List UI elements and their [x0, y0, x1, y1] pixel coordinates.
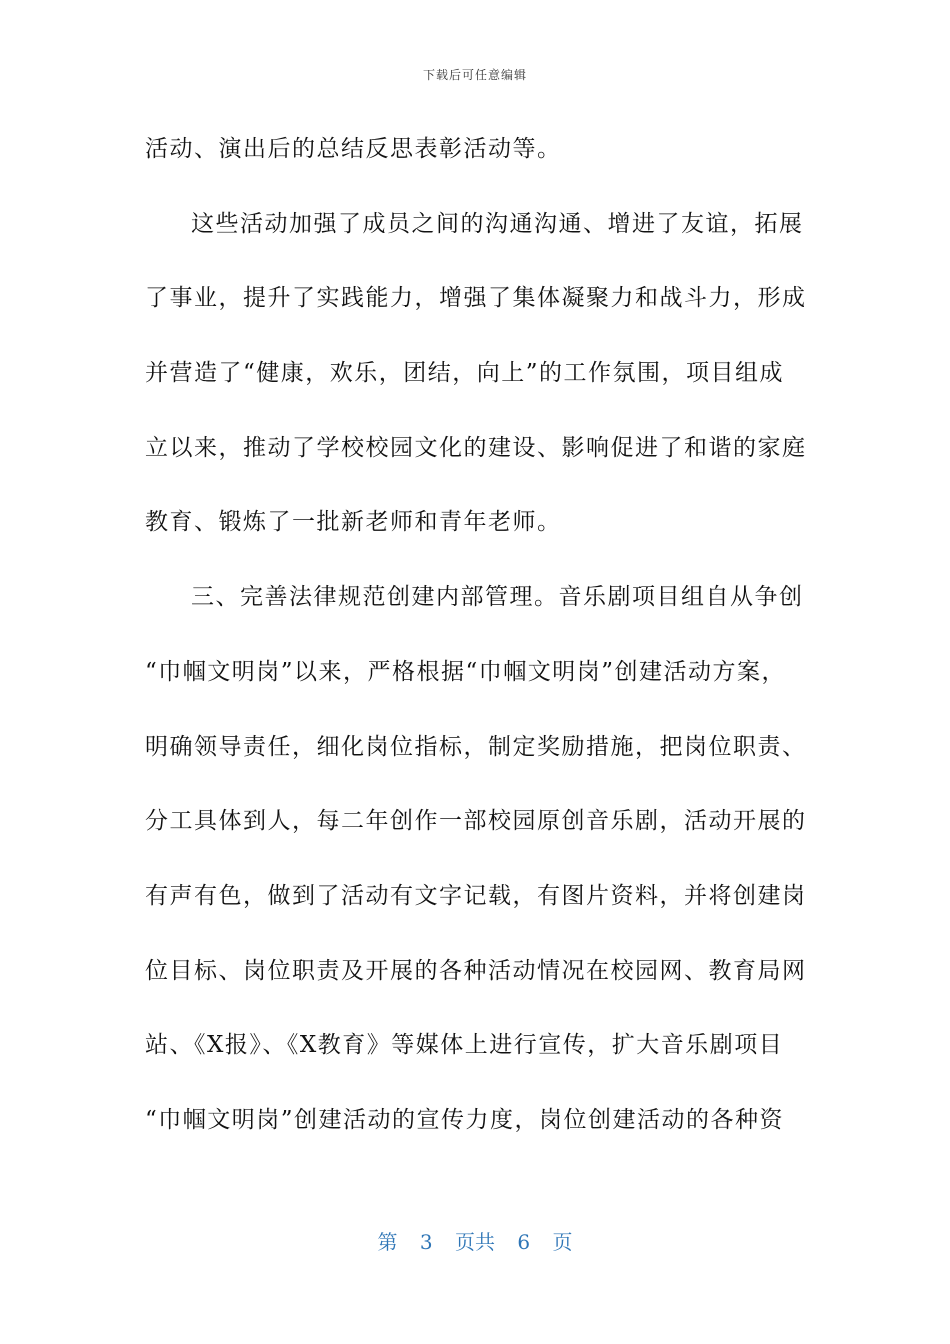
text-line: 站、《X报》、《X教育》等媒体上进行宣传，扩大音乐剧项目: [145, 1032, 784, 1059]
footer-prefix: 第: [377, 1230, 398, 1254]
text-line: 立以来，推动了学校校园文化的建设、影响促进了和谐的家庭: [145, 434, 807, 461]
footer-current-page: 3: [419, 1230, 433, 1254]
text-line: 这些活动加强了成员之间的沟通沟通、增进了友谊，拓展: [191, 210, 804, 237]
text-line: “巾帼文明岗”创建活动的宣传力度，岗位创建活动的各种资: [145, 1106, 785, 1133]
text-line: 有声有色，做到了活动有文字记载，有图片资料，并将创建岗: [145, 882, 807, 909]
text-line: 分工具体到人，每二年创作一部校园原创音乐剧，活动开展的: [145, 808, 807, 835]
text-line: 活动、演出后的总结反思表彰活动等。: [145, 136, 562, 162]
text-line: “巾帼文明岗”以来，严格根据“巾帼文明岗”创建活动方案，: [145, 658, 787, 685]
text-line: 并营造了“健康，欢乐，团结，向上”的工作氛围，项目组成: [145, 360, 785, 387]
footer-suffix: 页: [552, 1230, 573, 1254]
text-line: 了事业，提升了实践能力，增强了集体凝聚力和战斗力，形成: [145, 285, 807, 312]
text-line: 教育、锻炼了一批新老师和青年老师。: [145, 509, 562, 536]
footer-total-pages: 6: [517, 1230, 531, 1254]
document-body: [145, 112, 810, 1158]
page-header: 下载后可任意编辑: [422, 68, 527, 82]
text-line: 明确领导责任，细化岗位指标，制定奖励措施，把岗位职责、: [145, 733, 807, 760]
page-footer: [0, 1226, 950, 1255]
text-line: 位目标、岗位职责及开展的各种活动情况在校园网、教育局网: [145, 957, 807, 984]
footer-middle: 页共: [455, 1230, 495, 1254]
text-line: 三、完善法律规范创建内部管理。音乐剧项目组自从争创: [191, 584, 804, 611]
